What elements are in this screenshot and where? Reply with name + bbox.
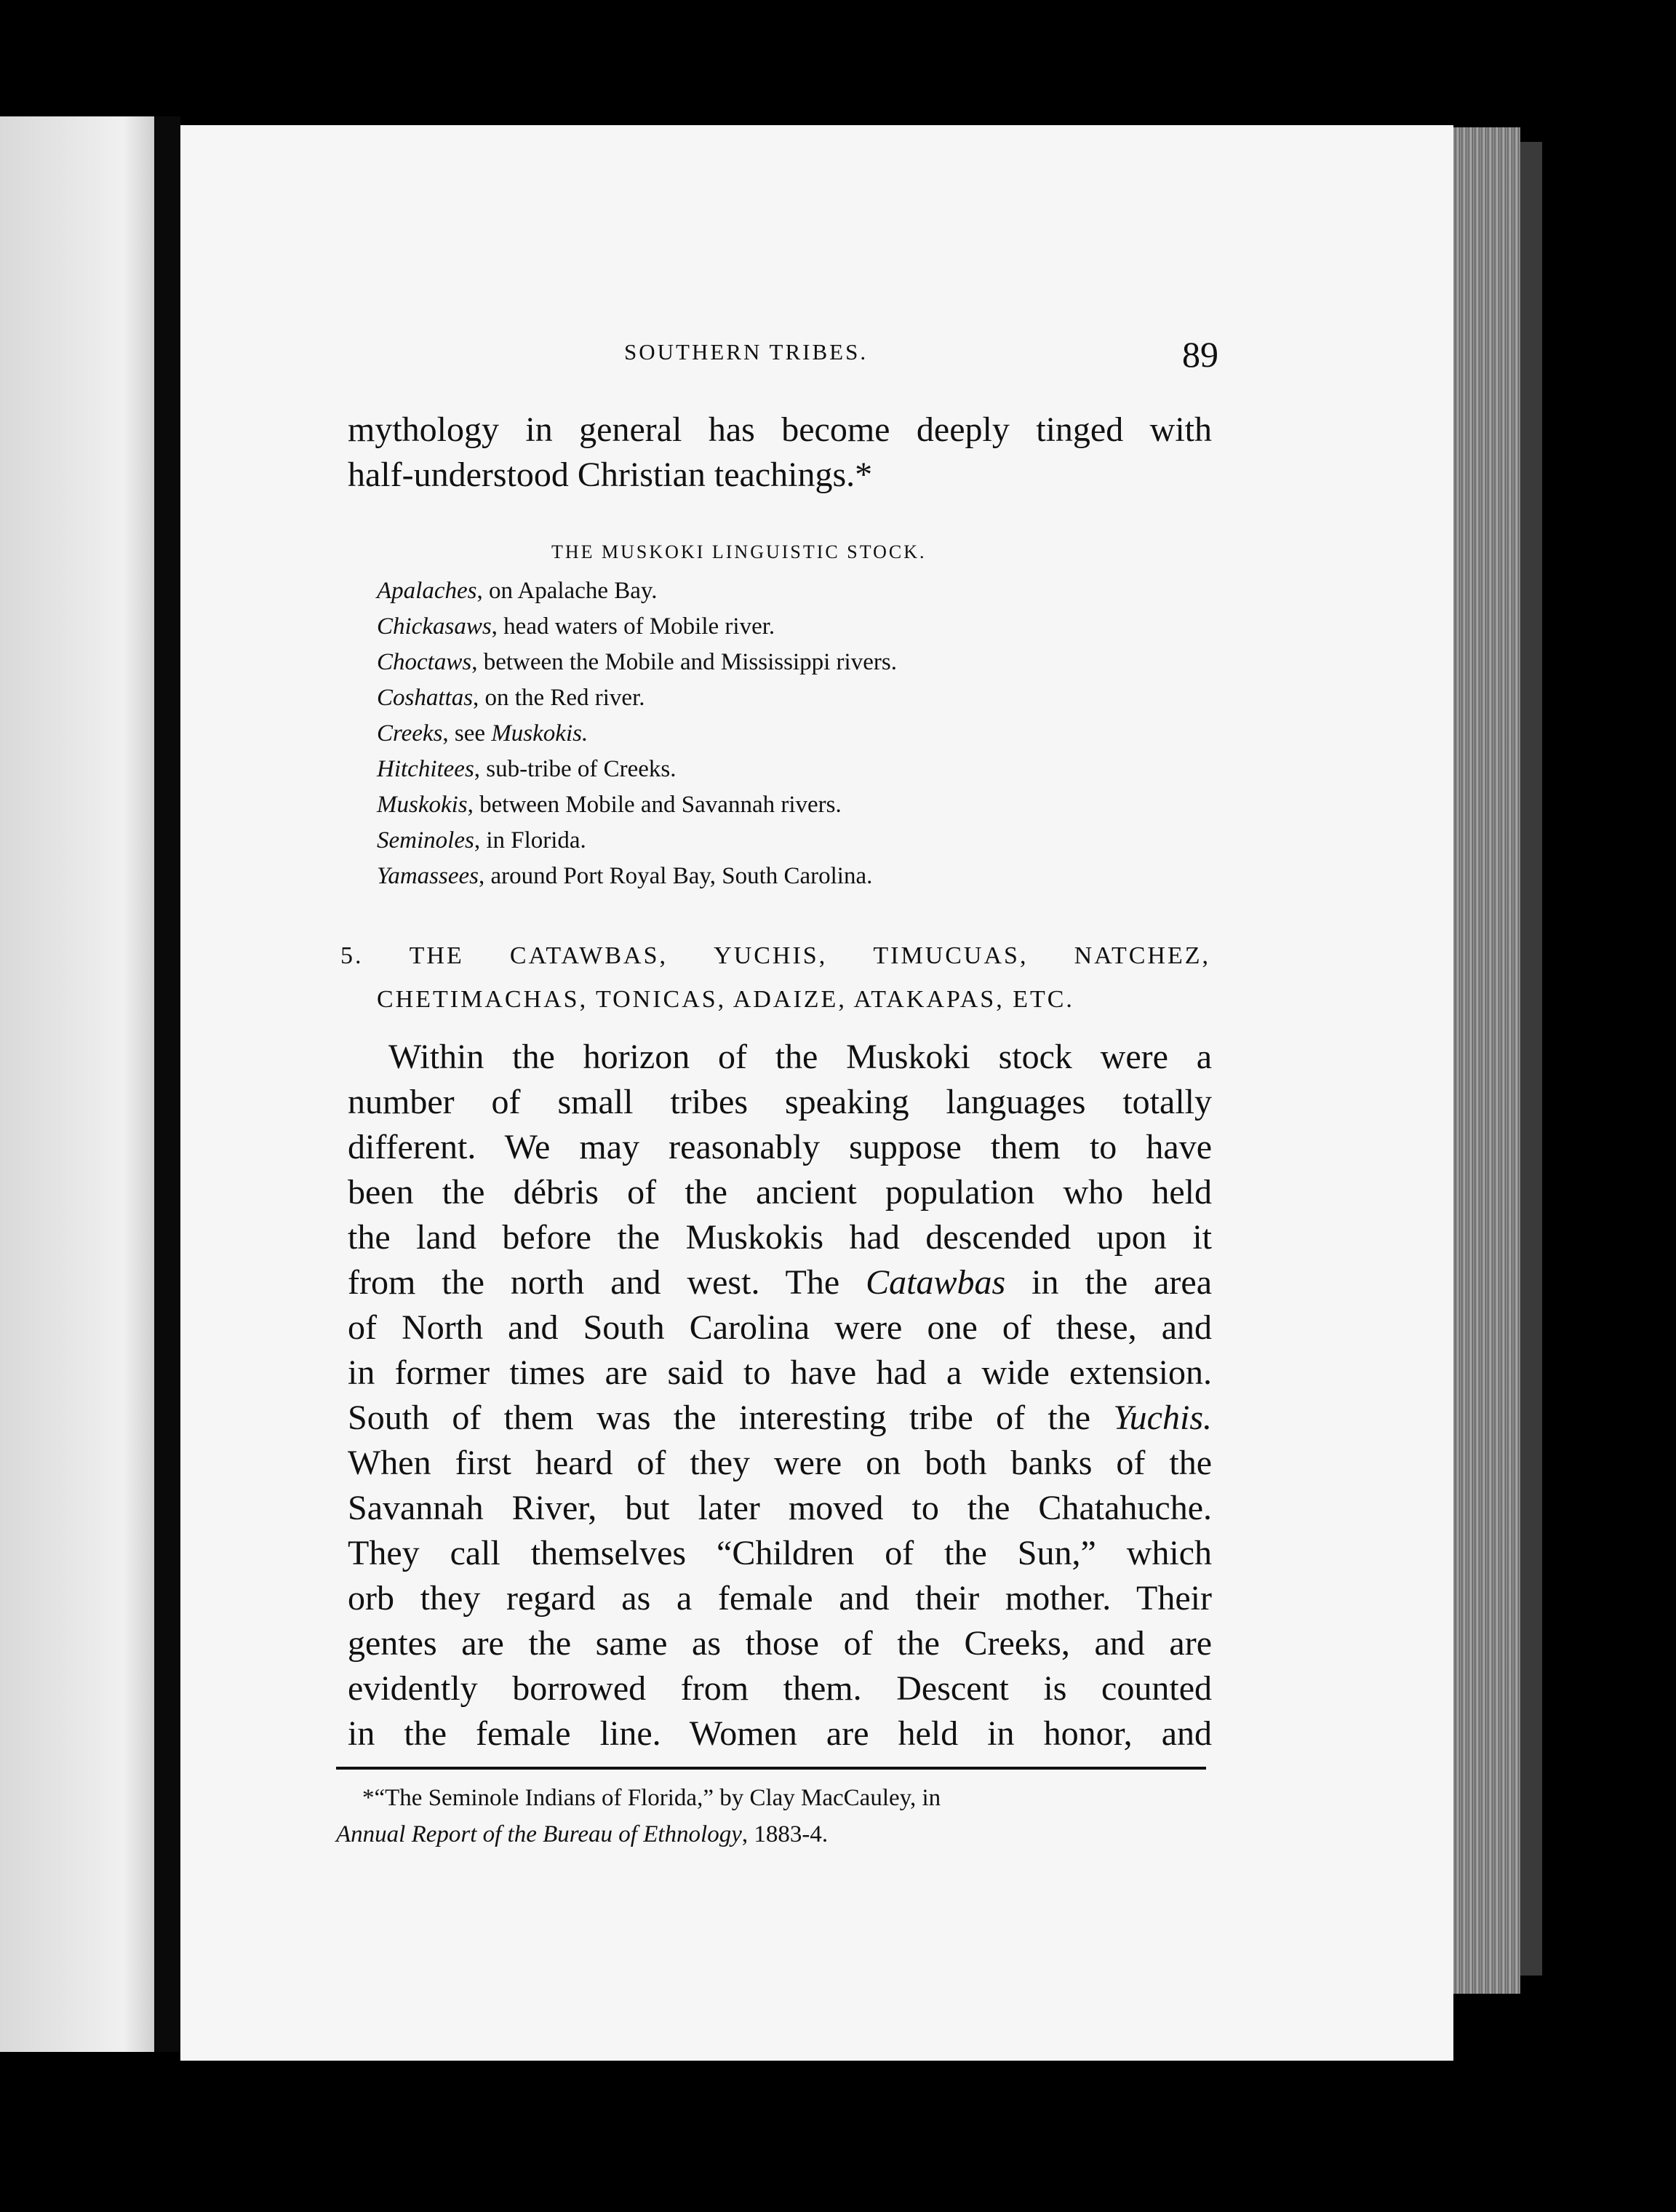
tribe-description: , between Mobile and Savannah rivers. xyxy=(467,792,842,818)
text-line: the land before the Muskokis had descended upon it xyxy=(348,1218,1212,1257)
footnote-rule xyxy=(336,1767,1206,1770)
text-line: different. We may reasonably suppose them to have xyxy=(348,1128,1212,1166)
tribe-description: , between the Mobile and Mississippi rivers. xyxy=(471,649,897,675)
text-line: been the débris of the ancient population who held xyxy=(348,1173,1212,1212)
text-segment: from the north and west. The xyxy=(348,1263,866,1302)
text-line xyxy=(348,1260,1212,1305)
section-heading xyxy=(340,934,1210,1022)
text-line xyxy=(348,1396,1212,1441)
text-line: evidently borrowed from them. Descent is counted xyxy=(348,1669,1212,1708)
list-item xyxy=(377,609,1250,645)
text-line: orb they regard as a female and their mother. Their xyxy=(348,1579,1212,1618)
tribe-description: , head waters of Mobile river. xyxy=(491,613,775,640)
list-item xyxy=(377,645,1250,680)
list-item xyxy=(377,573,1250,609)
heading-word: NATCHEZ, xyxy=(1074,942,1210,969)
tribe-description: , on the Red river. xyxy=(473,685,645,711)
heading-word: YUCHIS, xyxy=(714,942,828,969)
list-title: THE MUSKOKI LINGUISTIC STOCK. xyxy=(551,541,927,562)
running-head: SOUTHERN TRIBES. xyxy=(624,339,869,365)
list-item xyxy=(377,716,1250,752)
text-line: half-understood Christian teachings.* xyxy=(348,455,873,494)
tribe-description: , in Florida. xyxy=(474,827,586,854)
text-line: of North and South Carolina were one of these, and xyxy=(348,1308,1212,1347)
text-line: in former times are said to have had a wide extension. xyxy=(348,1353,1212,1392)
italic-term: Yuchis. xyxy=(1113,1399,1212,1437)
section-heading-line: CHETIMACHAS, TONICAS, ADAIZE, ATAKAPAS, ETC. xyxy=(377,986,1074,1013)
tribe-name: Apalaches xyxy=(377,578,477,604)
text-segment: South of them was the interesting tribe of the xyxy=(348,1399,1114,1437)
italic-term: Catawbas xyxy=(866,1263,1006,1302)
text-line: They call themselves “Children of the Sun,” which xyxy=(348,1534,1212,1572)
tribe-list xyxy=(377,573,1250,894)
intro-paragraph xyxy=(348,407,1212,498)
tribe-name: Hitchitees xyxy=(377,756,474,782)
text-line: in the female line. Women are held in honor, and xyxy=(348,1714,1212,1753)
tribe-name: Seminoles xyxy=(377,827,474,854)
facing-page-edge xyxy=(0,116,154,2052)
tribe-name: Coshattas xyxy=(377,685,474,711)
page-number: 89 xyxy=(1182,334,1218,375)
footnote-line: *“The Seminole Indians of Florida,” by Clay MacCauley, in xyxy=(362,1785,941,1811)
list-item xyxy=(377,680,1250,716)
tribe-description: , around Port Royal Bay, South Carolina. xyxy=(478,863,873,889)
text-line: Within the horizon of the Muskoki stock were a xyxy=(388,1038,1212,1076)
section-heading-line xyxy=(340,934,1210,978)
text-segment: in the area xyxy=(1005,1263,1213,1302)
text-line: mythology in general has become deeply tinged with xyxy=(348,410,1212,449)
list-item xyxy=(377,859,1250,894)
tribe-name: Choctaws xyxy=(377,649,472,675)
list-item xyxy=(377,787,1250,823)
footnote-line xyxy=(336,1816,1206,1853)
page-stack-edges xyxy=(1453,127,1520,1994)
tribe-name: Creeks xyxy=(377,720,443,747)
tribe-name: Chickasaws xyxy=(377,613,492,640)
book-gutter xyxy=(154,116,180,2052)
list-item xyxy=(377,823,1250,859)
tribe-name: Muskokis xyxy=(377,792,468,818)
text-line: gentes are the same as those of the Creeks, and are xyxy=(348,1624,1212,1663)
tribe-name: Yamassees xyxy=(377,863,479,889)
footnote xyxy=(336,1780,1206,1853)
heading-word: CATAWBAS, xyxy=(509,942,668,969)
main-paragraph xyxy=(348,1035,1212,1757)
cross-reference: Muskokis. xyxy=(491,720,588,747)
italic-title: Annual Report of the Bureau of Ethnology xyxy=(336,1821,742,1847)
text-line: When first heard of they were on both banks of the xyxy=(348,1444,1212,1482)
text-segment: , 1883-4. xyxy=(741,1821,829,1847)
book-cover-edge xyxy=(1520,142,1542,1976)
text-line: number of small tribes speaking languages totally xyxy=(348,1083,1212,1121)
heading-word: TIMUCUAS, xyxy=(873,942,1029,969)
list-item xyxy=(377,752,1250,787)
heading-word: THE xyxy=(409,942,464,969)
text-line: Savannah River, but later moved to the Chatahuche. xyxy=(348,1489,1212,1527)
tribe-description: , on Apalache Bay. xyxy=(476,578,658,604)
tribe-description: , sub-tribe of Creeks. xyxy=(474,756,677,782)
section-number: 5. xyxy=(340,942,364,969)
tribe-description: , see xyxy=(442,720,492,747)
